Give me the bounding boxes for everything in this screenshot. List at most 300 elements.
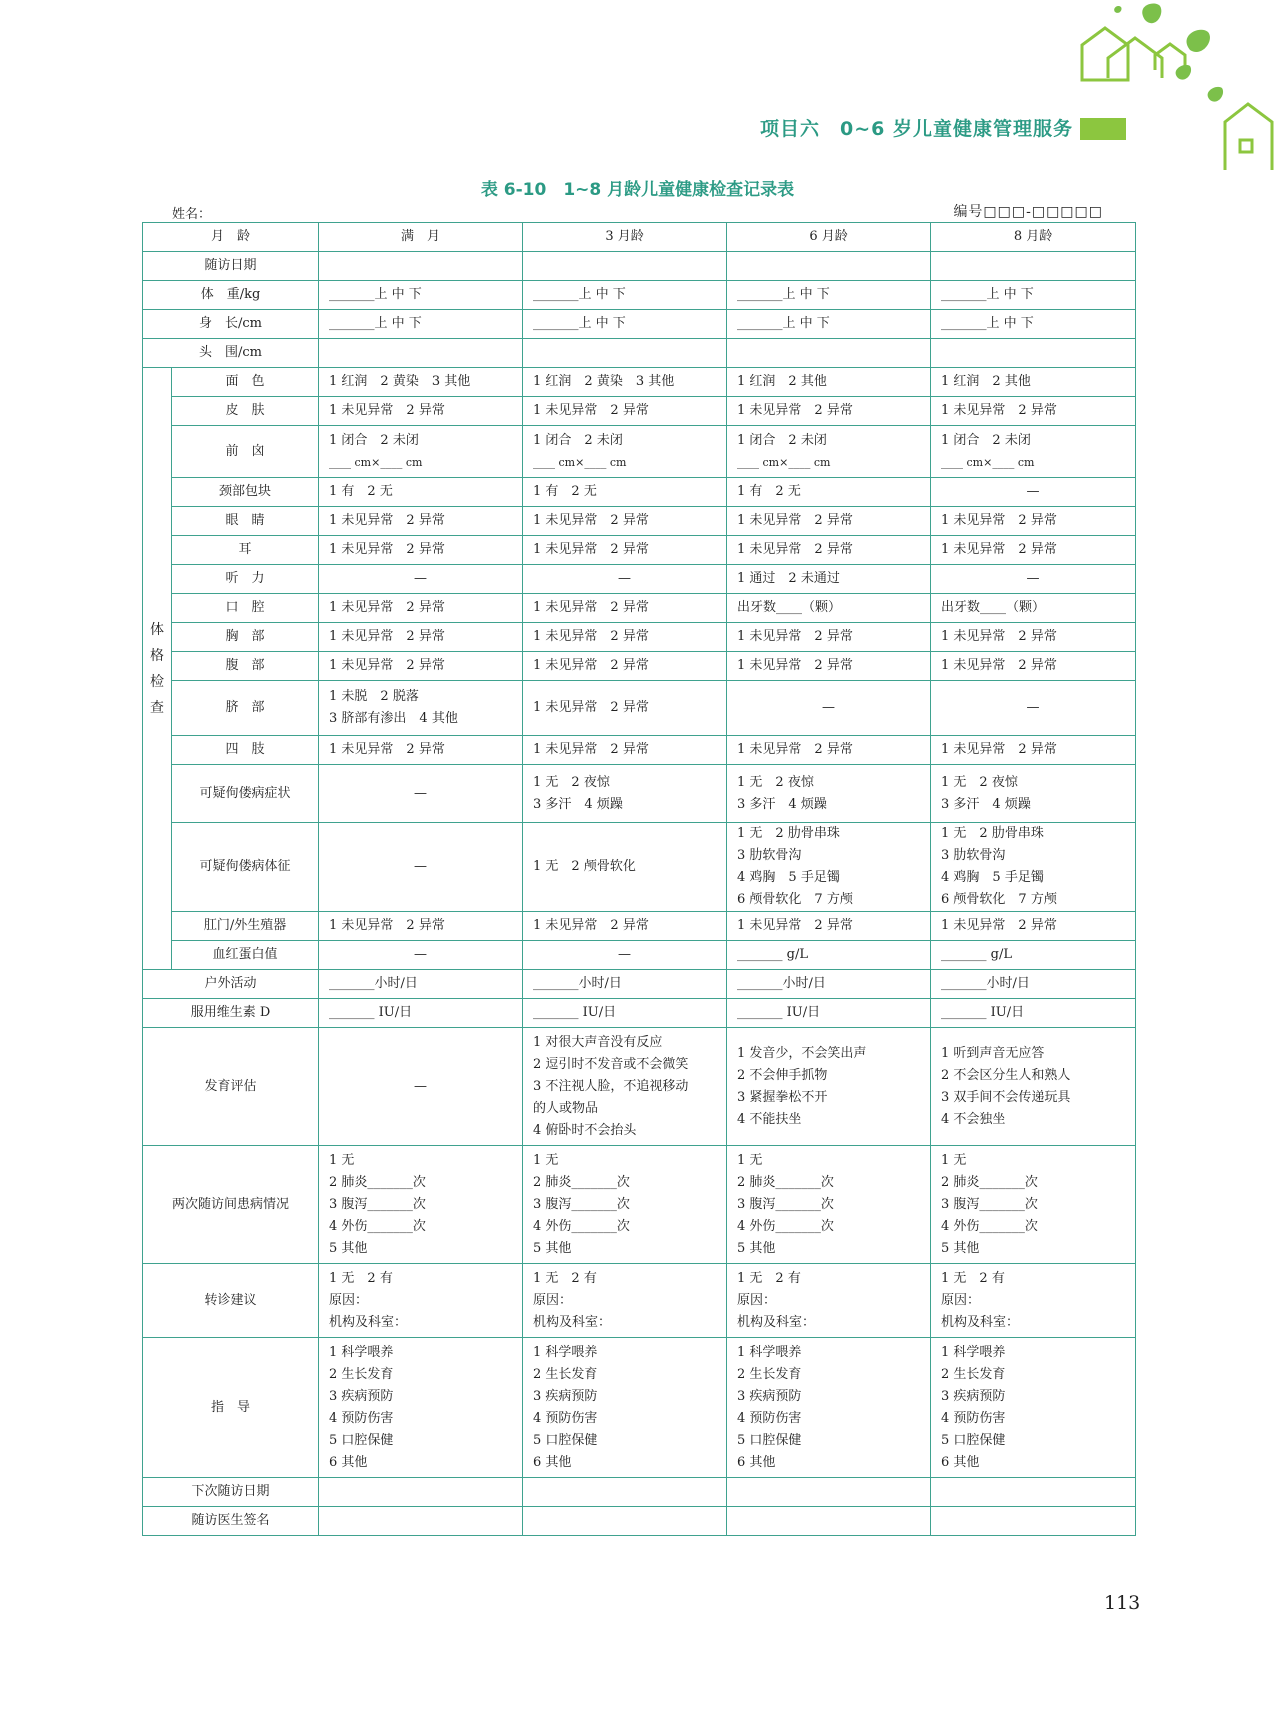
cell-line: 5 口腔保健 — [941, 1432, 1006, 1448]
cell-line: _______上 中 下 — [329, 316, 422, 331]
cell-line: 2 生长发育 — [533, 1366, 598, 1382]
cell-line: 机构及科室： — [941, 1314, 1020, 1330]
cell-line: 3 不注视人脸，不追视移动 — [533, 1078, 689, 1094]
record-cell — [523, 1028, 727, 1146]
cell-line: 1 闭合 2 未闭 — [737, 432, 827, 448]
cell-line: — — [414, 571, 428, 586]
record-cell — [319, 912, 523, 941]
cell-line: 6 颅骨软化 7 方颅 — [941, 892, 1057, 907]
table-row — [143, 941, 1136, 970]
record-cell — [523, 941, 727, 970]
record-cell — [931, 970, 1136, 999]
record-cell — [931, 999, 1136, 1028]
record-cell — [727, 426, 931, 478]
record-cell — [931, 536, 1136, 565]
row-label: 下次随访日期 — [143, 1478, 319, 1507]
table-row — [143, 310, 1136, 339]
cell-line: 4 不能扶坐 — [737, 1111, 802, 1127]
row-label: 前 囟 — [172, 426, 319, 478]
cell-line: 1 无 — [737, 1152, 763, 1168]
record-cell — [523, 478, 727, 507]
cell-line: 3 肋软骨沟 — [737, 848, 802, 863]
cell-line: 5 其他 — [737, 1240, 776, 1256]
cell-line: 1 未见异常 2 异常 — [737, 542, 853, 557]
record-cell — [931, 623, 1136, 652]
cell-line: 1 科学喂养 — [941, 1344, 1006, 1360]
record-cell — [931, 426, 1136, 478]
cell-line: 1 红润 2 黄染 3 其他 — [533, 374, 675, 389]
cell-line: 1 无 2 夜惊 — [941, 774, 1018, 790]
table-row — [143, 1507, 1136, 1536]
cell-line: 2 肺炎_______次 — [329, 1174, 426, 1190]
cell-line: 3 多汗 4 烦躁 — [941, 796, 1031, 812]
cell-line: 1 通过 2 未通过 — [737, 571, 840, 586]
row-label: 耳 — [172, 536, 319, 565]
record-cell — [931, 681, 1136, 736]
row-label: 血红蛋白值 — [172, 941, 319, 970]
table-row — [143, 507, 1136, 536]
row-label: 听 力 — [172, 565, 319, 594]
record-cell — [727, 970, 931, 999]
record-cell — [931, 397, 1136, 426]
age-column-header: 满 月 — [319, 223, 523, 252]
table-row — [143, 681, 1136, 736]
record-cell[interactable] — [523, 339, 727, 368]
record-cell — [319, 426, 523, 478]
cell-line: — — [1026, 700, 1040, 715]
record-cell — [727, 681, 931, 736]
cell-line: — — [618, 947, 632, 962]
record-cell — [931, 652, 1136, 681]
cell-line: _______ IU/日 — [329, 1005, 413, 1020]
record-cell[interactable] — [319, 339, 523, 368]
record-cell — [319, 397, 523, 426]
record-cell — [931, 310, 1136, 339]
cell-line: 1 未见异常 2 异常 — [533, 658, 649, 673]
cell-line: — — [822, 700, 836, 715]
cell-line: 1 无 — [533, 1152, 559, 1168]
record-cell[interactable] — [931, 252, 1136, 281]
record-cell — [727, 1338, 931, 1478]
exam-group-char: 检 — [150, 673, 164, 690]
record-cell[interactable] — [319, 1478, 523, 1507]
cell-line: 4 预防伤害 — [329, 1410, 394, 1426]
cell-line: 5 其他 — [329, 1240, 368, 1256]
record-cell — [931, 912, 1136, 941]
cell-line: 1 有 2 无 — [737, 484, 801, 499]
cell-line: 3 脐部有渗出 4 其他 — [329, 711, 458, 726]
cell-line: 2 生长发育 — [737, 1366, 802, 1382]
row-label: 可疑佝偻病症状 — [172, 765, 319, 823]
cell-line: 1 未见异常 2 异常 — [941, 513, 1057, 528]
record-cell — [319, 970, 523, 999]
cell-line: 1 未见异常 2 异常 — [533, 513, 649, 528]
cell-line: _______上 中 下 — [533, 287, 626, 302]
cell-line: 3 疾病预防 — [737, 1388, 802, 1404]
cell-line: _______小时/日 — [941, 976, 1030, 991]
record-cell — [319, 368, 523, 397]
cell-line: 1 无 2 肋骨串珠 — [941, 826, 1044, 841]
table-row — [143, 970, 1136, 999]
cell-line: 5 其他 — [941, 1240, 980, 1256]
cell-line: — — [414, 947, 428, 962]
house-icon — [1082, 28, 1272, 170]
row-label: 发育评估 — [143, 1028, 319, 1146]
cell-line: 原因： — [533, 1292, 573, 1308]
record-cell[interactable] — [523, 252, 727, 281]
record-cell — [523, 736, 727, 765]
record-cell[interactable] — [931, 1507, 1136, 1536]
cell-line: 机构及科室： — [329, 1314, 408, 1330]
record-cell[interactable] — [931, 339, 1136, 368]
cell-line: 2 不会区分生人和熟人 — [941, 1067, 1071, 1083]
cell-line: 原因： — [941, 1292, 981, 1308]
cell-line: 3 紧握拳松不开 — [737, 1089, 828, 1105]
cell-line: 1 未见异常 2 异常 — [329, 918, 445, 933]
cell-line: 1 未见异常 2 异常 — [533, 629, 649, 644]
cell-line: ____ cm×____ cm — [533, 455, 627, 469]
row-label: 服用维生素 D — [143, 999, 319, 1028]
row-label: 脐 部 — [172, 681, 319, 736]
cell-line: _______ IU/日 — [941, 1005, 1025, 1020]
record-cell — [523, 397, 727, 426]
record-cell — [523, 652, 727, 681]
cell-line: 1 无 2 有 — [329, 1270, 393, 1286]
cell-line: 1 闭合 2 未闭 — [329, 432, 419, 448]
table-row — [143, 478, 1136, 507]
health-check-table — [142, 222, 1136, 1536]
cell-line: 3 腹泻_______次 — [941, 1196, 1038, 1212]
cell-line: 6 其他 — [737, 1454, 776, 1470]
record-cell — [523, 594, 727, 623]
record-cell — [319, 1028, 523, 1146]
record-cell[interactable] — [727, 339, 931, 368]
record-cell — [523, 823, 727, 912]
cell-line: 1 红润 2 其他 — [737, 374, 827, 389]
cell-line: — — [414, 785, 428, 801]
cell-line: 5 口腔保健 — [329, 1432, 394, 1448]
record-cell — [523, 310, 727, 339]
cell-line: 1 无 2 有 — [533, 1270, 597, 1286]
exam-group-char: 体 — [150, 621, 164, 638]
chapter-bar — [1080, 118, 1126, 140]
record-cell — [727, 281, 931, 310]
table-row — [143, 652, 1136, 681]
record-cell — [319, 565, 523, 594]
cell-line: 4 预防伤害 — [533, 1410, 598, 1426]
record-cell — [931, 765, 1136, 823]
cell-line: ____ cm×____ cm — [329, 455, 423, 469]
record-cell — [727, 565, 931, 594]
row-label: 身 长/cm — [143, 310, 319, 339]
record-cell — [931, 507, 1136, 536]
cell-line: 6 其他 — [329, 1454, 368, 1470]
table-row — [143, 252, 1136, 281]
row-label: 四 肢 — [172, 736, 319, 765]
record-cell — [727, 912, 931, 941]
cell-line: 1 无 2 夜惊 — [533, 774, 610, 790]
cell-line: 出牙数____（颗） — [737, 600, 842, 615]
cell-line: 3 疾病预防 — [533, 1388, 598, 1404]
cell-line: 1 未见异常 2 异常 — [329, 542, 445, 557]
age-column-header: 8 月龄 — [931, 223, 1136, 252]
cell-line: 3 疾病预防 — [329, 1388, 394, 1404]
row-label: 户外活动 — [143, 970, 319, 999]
cell-line: 1 未见异常 2 异常 — [533, 700, 649, 715]
record-cell — [727, 1028, 931, 1146]
cell-line: 3 腹泻_______次 — [737, 1196, 834, 1212]
cell-line: 1 闭合 2 未闭 — [941, 432, 1031, 448]
table-row — [143, 623, 1136, 652]
cell-line: _______上 中 下 — [737, 316, 830, 331]
record-cell — [523, 912, 727, 941]
cell-line: 3 双手间不会传递玩具 — [941, 1089, 1071, 1105]
cell-line: 2 肺炎_______次 — [737, 1174, 834, 1190]
row-label: 随访医生签名 — [143, 1507, 319, 1536]
cell-line: 1 未见异常 2 异常 — [533, 742, 649, 757]
record-cell — [319, 681, 523, 736]
record-cell — [523, 1146, 727, 1264]
record-cell — [931, 1028, 1136, 1146]
row-label: 胸 部 — [172, 623, 319, 652]
table-row — [143, 999, 1136, 1028]
record-cell — [727, 1264, 931, 1338]
cell-line: 1 未见异常 2 异常 — [329, 742, 445, 757]
record-cell — [727, 507, 931, 536]
cell-line: 1 无 2 有 — [737, 1270, 801, 1286]
record-cell — [727, 765, 931, 823]
cell-line: 2 生长发育 — [941, 1366, 1006, 1382]
record-cell[interactable] — [727, 1478, 931, 1507]
page-number: 113 — [1104, 1592, 1141, 1614]
record-cell — [523, 565, 727, 594]
record-cell — [319, 536, 523, 565]
cell-line: _______小时/日 — [329, 976, 418, 991]
cell-line: 1 红润 2 黄染 3 其他 — [329, 374, 471, 389]
record-cell — [319, 765, 523, 823]
cell-line: 4 外伤_______次 — [533, 1218, 630, 1234]
exam-group-char: 查 — [150, 699, 164, 716]
record-cell — [931, 1264, 1136, 1338]
record-cell — [931, 478, 1136, 507]
record-cell — [727, 478, 931, 507]
cell-line: 1 无 — [941, 1152, 967, 1168]
record-cell — [523, 426, 727, 478]
record-cell[interactable] — [727, 1507, 931, 1536]
cell-line: — — [618, 571, 632, 586]
cell-line: 1 未见异常 2 异常 — [941, 742, 1057, 757]
cell-line: 1 红润 2 其他 — [941, 374, 1031, 389]
cell-line: 1 未见异常 2 异常 — [941, 918, 1057, 933]
cell-line: 4 预防伤害 — [941, 1410, 1006, 1426]
record-cell — [727, 652, 931, 681]
cell-line: _______小时/日 — [533, 976, 622, 991]
row-label: 皮 肤 — [172, 397, 319, 426]
cell-line: 5 口腔保健 — [533, 1432, 598, 1448]
cell-line: 1 闭合 2 未闭 — [533, 432, 623, 448]
record-cell — [523, 507, 727, 536]
cell-line: 3 腹泻_______次 — [533, 1196, 630, 1212]
cell-line: 1 有 2 无 — [533, 484, 597, 499]
name-label: 姓名： — [172, 207, 212, 222]
cell-line: ____ cm×____ cm — [941, 455, 1035, 469]
record-cell[interactable] — [319, 1507, 523, 1536]
row-label: 颈部包块 — [172, 478, 319, 507]
cell-line: 1 发音少，不会笑出声 — [737, 1045, 867, 1061]
row-label: 面 色 — [172, 368, 319, 397]
record-cell — [319, 623, 523, 652]
row-label: 腹 部 — [172, 652, 319, 681]
row-label: 口 腔 — [172, 594, 319, 623]
cell-line: 出牙数____（颗） — [941, 600, 1046, 615]
table-row — [143, 1028, 1136, 1146]
record-cell — [319, 310, 523, 339]
cell-line: _______ IU/日 — [533, 1005, 617, 1020]
cell-line: 4 俯卧时不会抬头 — [533, 1122, 637, 1138]
cell-line: 机构及科室： — [737, 1314, 816, 1330]
row-label: 两次随访间患病情况 — [143, 1146, 319, 1264]
record-cell — [319, 823, 523, 912]
row-label: 转诊建议 — [143, 1264, 319, 1338]
cell-line: 4 预防伤害 — [737, 1410, 802, 1426]
cell-line: 4 不会独坐 — [941, 1111, 1006, 1127]
record-cell — [727, 368, 931, 397]
record-cell — [523, 623, 727, 652]
record-cell[interactable] — [931, 1478, 1136, 1507]
cell-line: 4 鸡胸 5 手足镯 — [941, 870, 1044, 885]
cell-line: 1 科学喂养 — [533, 1344, 598, 1360]
cell-line: 1 未见异常 2 异常 — [737, 629, 853, 644]
record-cell — [523, 681, 727, 736]
record-cell — [319, 478, 523, 507]
record-cell[interactable] — [523, 1478, 727, 1507]
cell-line: _______上 中 下 — [533, 316, 626, 331]
cell-line: 1 未见异常 2 异常 — [737, 513, 853, 528]
cell-line: 1 未见异常 2 异常 — [533, 542, 649, 557]
table-row — [143, 765, 1136, 823]
cell-line: 1 未见异常 2 异常 — [533, 918, 649, 933]
cell-line: 1 未见异常 2 异常 — [737, 918, 853, 933]
record-cell — [931, 941, 1136, 970]
cell-line: _______ IU/日 — [737, 1005, 821, 1020]
record-cell — [727, 999, 931, 1028]
table-row — [143, 426, 1136, 478]
table-row — [143, 594, 1136, 623]
exam-group-char: 格 — [150, 647, 164, 664]
cell-line: 1 无 — [329, 1152, 355, 1168]
code-label: 编号□□□-□□□□□ — [953, 204, 1103, 220]
cell-line: 3 多汗 4 烦躁 — [533, 796, 623, 812]
cell-line: 2 不会伸手抓物 — [737, 1067, 828, 1083]
cell-line: 1 未见异常 2 异常 — [329, 600, 445, 615]
row-label: 指 导 — [143, 1338, 319, 1478]
cell-line: 1 未见异常 2 异常 — [941, 629, 1057, 644]
row-label: 体 重/kg — [143, 281, 319, 310]
cell-line: 1 未见异常 2 异常 — [737, 658, 853, 673]
cell-line: 6 其他 — [533, 1454, 572, 1470]
record-cell — [319, 281, 523, 310]
record-cell — [931, 823, 1136, 912]
cell-line: 的人或物品 — [533, 1100, 599, 1116]
cell-line: — — [1026, 484, 1040, 499]
record-cell — [319, 941, 523, 970]
table-row — [143, 1478, 1136, 1507]
record-cell — [931, 594, 1136, 623]
record-cell — [523, 1338, 727, 1478]
table-row — [143, 281, 1136, 310]
header-row — [143, 223, 1136, 252]
cell-line: 1 未见异常 2 异常 — [941, 542, 1057, 557]
cell-line: 1 未见异常 2 异常 — [533, 600, 649, 615]
age-column-header: 3 月龄 — [523, 223, 727, 252]
cell-line: 原因： — [737, 1292, 777, 1308]
cell-line: 2 肺炎_______次 — [533, 1174, 630, 1190]
table-row — [143, 736, 1136, 765]
record-cell — [727, 941, 931, 970]
cell-line: _______上 中 下 — [941, 287, 1034, 302]
record-cell — [931, 565, 1136, 594]
record-cell — [319, 999, 523, 1028]
cell-line: 5 口腔保健 — [737, 1432, 802, 1448]
cell-line: 1 听到声音无应答 — [941, 1045, 1045, 1061]
table-row — [143, 536, 1136, 565]
table-row — [143, 912, 1136, 941]
cell-line: _______上 中 下 — [329, 287, 422, 302]
cell-line: 1 未见异常 2 异常 — [329, 403, 445, 418]
cell-line: 1 未见异常 2 异常 — [941, 658, 1057, 673]
record-cell — [523, 368, 727, 397]
cell-line: 1 未见异常 2 异常 — [329, 513, 445, 528]
cell-line: 4 外伤_______次 — [329, 1218, 426, 1234]
record-cell — [523, 970, 727, 999]
header-decoration — [1060, 0, 1275, 175]
cell-line: — — [414, 1078, 428, 1094]
cell-line: 1 未脱 2 脱落 — [329, 689, 419, 704]
cell-line: _______小时/日 — [737, 976, 826, 991]
record-cell — [523, 999, 727, 1028]
record-cell — [319, 736, 523, 765]
table-row — [143, 397, 1136, 426]
cell-line: 1 未见异常 2 异常 — [737, 742, 853, 757]
cell-line: 1 未见异常 2 异常 — [737, 403, 853, 418]
cell-line: 6 其他 — [941, 1454, 980, 1470]
cell-line: 1 无 2 有 — [941, 1270, 1005, 1286]
record-cell — [727, 823, 931, 912]
record-cell — [727, 736, 931, 765]
record-cell — [523, 1264, 727, 1338]
age-header-label: 月 龄 — [143, 223, 319, 252]
record-cell[interactable] — [727, 252, 931, 281]
record-cell — [931, 736, 1136, 765]
cell-line: 4 鸡胸 5 手足镯 — [737, 870, 840, 885]
record-cell[interactable] — [523, 1507, 727, 1536]
cell-line: 1 未见异常 2 异常 — [329, 629, 445, 644]
cell-line: 1 对很大声音没有反应 — [533, 1034, 663, 1050]
row-label: 肛门/外生殖器 — [172, 912, 319, 941]
record-cell — [523, 765, 727, 823]
cell-line: _______ g/L — [737, 947, 808, 962]
record-cell — [319, 1146, 523, 1264]
leaf-icon — [1114, 4, 1223, 102]
record-cell — [931, 1146, 1136, 1264]
row-label: 头 围/cm — [143, 339, 319, 368]
cell-line: 3 腹泻_______次 — [329, 1196, 426, 1212]
record-cell[interactable] — [319, 252, 523, 281]
cell-line: 原因： — [329, 1292, 369, 1308]
table-row — [143, 1146, 1136, 1264]
table-row — [143, 1338, 1136, 1478]
exam-group-label — [143, 368, 172, 970]
